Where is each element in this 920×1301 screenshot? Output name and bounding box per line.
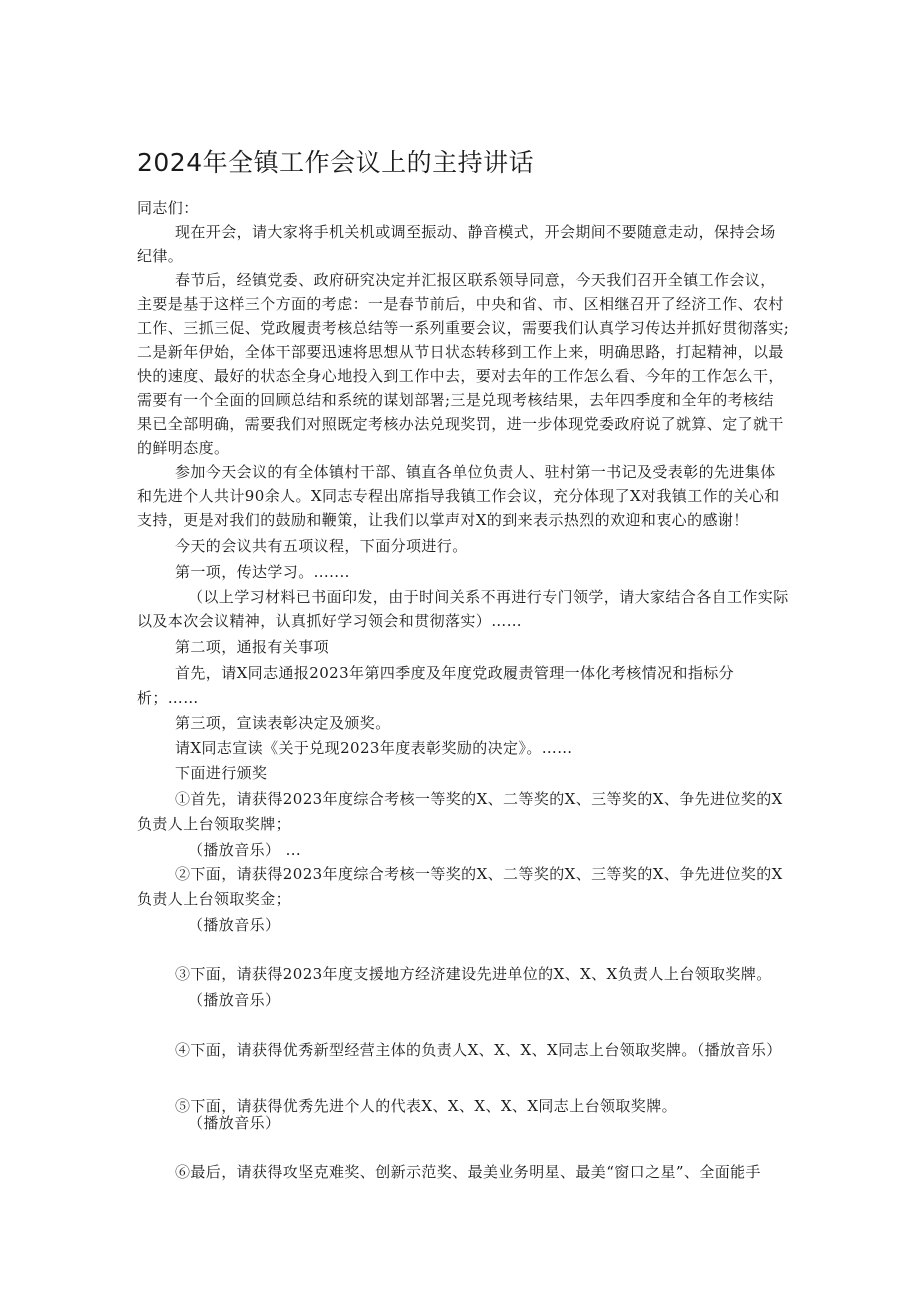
document-title: 2024年全镇工作会议上的主持讲话: [137, 148, 535, 177]
music-note: （播放音乐）: [188, 916, 281, 934]
award-item-6: ⑥最后，请获得攻坚克难奖、创新示范奖、最美业务明星、最美“窗口之星”、全面能手: [175, 1163, 761, 1181]
paragraph-line: 工作、三抓三促、党政履责考核总结等一系列重要会议，需要我们认真学习传达并抓好贯彻落实;: [137, 319, 790, 337]
award-item-1: ①首先，请获得2023年度综合考核一等奖的X、二等奖的X、三等奖的X、争先进位奖的X: [175, 790, 783, 808]
award-item-5: ⑤下面，请获得优秀先进个人的代表X、X、X、X、X同志上台领取奖牌。: [175, 1097, 677, 1115]
paragraph-line: 支持，更是对我们的鼓励和鞭策，让我们以掌声对X的到来表示热烈的欢迎和衷心的感谢！: [137, 511, 749, 529]
agenda-item-2: 第二项，通报有关事项: [175, 638, 330, 656]
agenda-item-3: 第三项，宣读表彰决定及颁奖。: [175, 714, 391, 732]
paragraph-line: 春节后，经镇党委、政府研究决定并汇报区联系领导同意，今天我们召开全镇工作会议，: [175, 271, 776, 289]
paragraph-line: 请X同志宣读《关于兑现2023年度表彰奖励的决定》。……: [175, 739, 573, 757]
paragraph-line: 以及本次会议精神，认真抓好学习领会和贯彻落实）……: [137, 612, 523, 630]
award-item-2: ②下面，请获得2023年度综合考核一等奖的X、二等奖的X、三等奖的X、争先进位奖的X: [175, 865, 783, 883]
paragraph-line: 二是新年伊始，全体干部要迅速将思想从节日状态转移到工作上来，明确思路，打起精神，以最: [137, 343, 784, 361]
music-note: （播放音乐） ...: [188, 841, 302, 859]
paragraph-line: 析；……: [137, 689, 199, 707]
paragraph-line: 负责人上台领取奖金；: [137, 890, 292, 908]
paragraph-line: 参加今天会议的有全体镇村干部、镇直各单位负责人、驻村第一书记及受表彰的先进集体: [175, 463, 776, 481]
greeting: 同志们：: [137, 199, 199, 217]
paragraph-line: 负责人上台领取奖牌；: [137, 815, 292, 833]
paragraph-line: 果已全部明确，需要我们对照既定考核办法兑现奖罚，进一步体现党委政府说了就算、定了就干: [137, 415, 784, 433]
music-note: （播放音乐）: [188, 1114, 281, 1132]
paragraph-line: 和先进个人共计90余人。X同志专程出席指导我镇工作会议，充分体现了X对我镇工作的关心和: [137, 487, 780, 505]
paragraph-line: 主要是基于这样三个方面的考虑：一是春节前后，中央和省、市、区相继召开了经济工作、农村: [137, 295, 784, 313]
paragraph-line: 快的速度、最好的状态全身心地投入到工作中去，要对去年的工作怎么看、今年的工作怎么干，: [137, 367, 784, 385]
award-item-3: ③下面，请获得2023年度支援地方经济建设先进单位的X、X、X负责人上台领取奖牌。: [175, 965, 772, 983]
award-item-4: ④下面，请获得优秀新型经营主体的负责人X、X、X、X同志上台领取奖牌。（播放音乐）: [175, 1041, 782, 1059]
music-note: （播放音乐）: [188, 991, 281, 1009]
paragraph-line: 现在开会，请大家将手机关机或调至振动、静音模式，开会期间不要随意走动，保持会场: [175, 223, 776, 241]
paragraph-line: 纪律。: [137, 247, 184, 265]
paragraph-line: 需要有一个全面的回顾总结和系统的谋划部署;三是兑现考核结果，去年四季度和全年的考核结: [137, 391, 774, 409]
agenda-item-1: 第一项，传达学习。.......: [175, 563, 350, 581]
agenda-intro: 今天的会议共有五项议程，下面分项进行。: [175, 537, 468, 555]
paragraph-line: 的鲜明态度。: [137, 439, 230, 457]
paragraph-line: （以上学习材料已书面印发，由于时间关系不再进行专门领学，请大家结合各自工作实际: [188, 588, 789, 606]
award-intro: 下面进行颁奖: [175, 764, 268, 782]
paragraph-line: 首先，请X同志通报2023年第四季度及年度党政履责管理一体化考核情况和指标分: [175, 664, 735, 682]
